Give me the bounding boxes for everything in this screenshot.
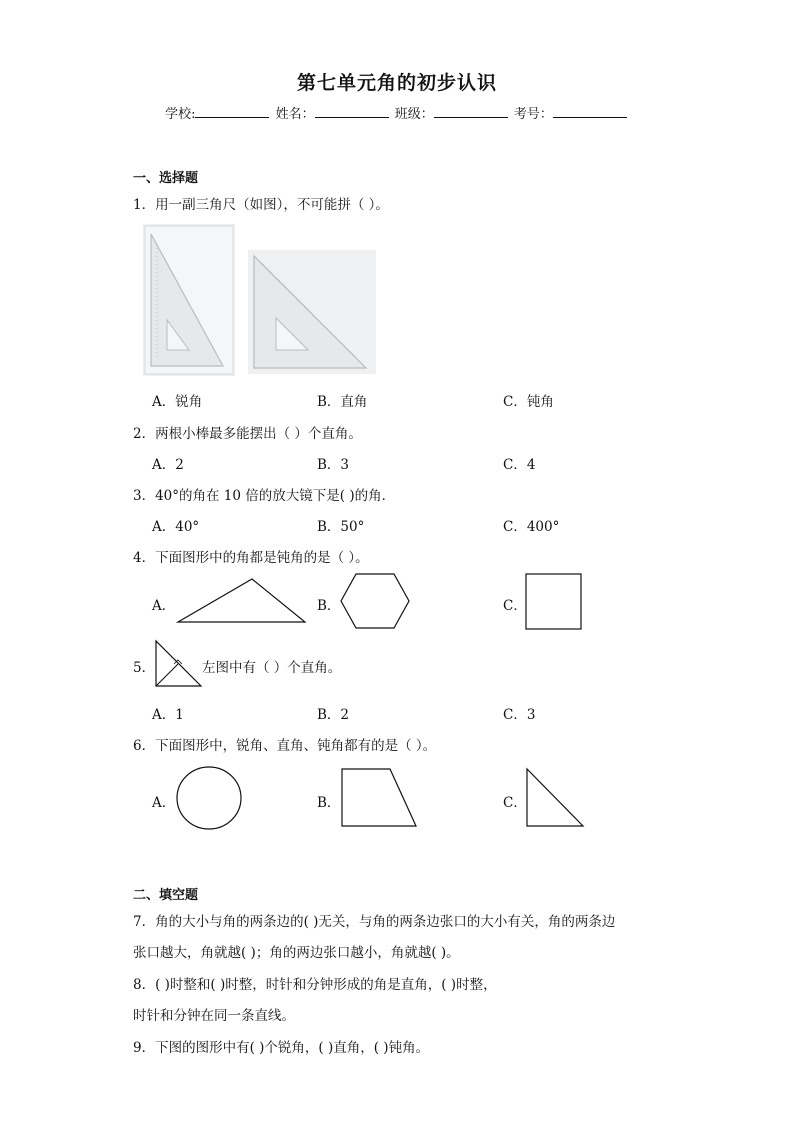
- q4-option-a[interactable]: A．: [152, 598, 176, 614]
- square-figure: [525, 573, 583, 631]
- q5-option-c[interactable]: C．3: [503, 707, 536, 723]
- page-title: 第七单元角的初步认识: [296, 72, 497, 94]
- q1-option-b[interactable]: B．直角: [317, 394, 368, 410]
- question-7-line-2: 张口越大，角就越( )；角的两边张口越小，角就越( )。: [133, 945, 460, 961]
- set-square-photo-1: [143, 224, 235, 376]
- set-square-photo-2: [248, 250, 376, 374]
- q6-option-a[interactable]: A．: [152, 795, 176, 811]
- q4-option-b[interactable]: B．: [317, 598, 341, 614]
- question-7-line-1: 7．角的大小与角的两条边的( )无关，与角的两条边张口的大小有关，角的两条边: [133, 914, 616, 930]
- question-4: 4．下面图形中的角都是钝角的是（ ）。: [133, 550, 369, 566]
- school-label: 学校:: [165, 107, 196, 122]
- hexagon-figure: [339, 572, 411, 630]
- class-blank[interactable]: [434, 105, 508, 118]
- question-5: 左图中有（ ）个直角。: [202, 660, 342, 676]
- q5-option-a[interactable]: A．1: [152, 707, 184, 723]
- trapezoid-figure: [340, 767, 420, 829]
- number-label: 考号：: [513, 107, 553, 122]
- q5-option-b[interactable]: B．2: [317, 707, 350, 723]
- right-triangle-with-altitude-figure: [154, 639, 204, 689]
- question-5-number: 5．: [133, 660, 156, 676]
- q1-option-a[interactable]: A．锐角: [152, 394, 203, 410]
- q2-option-c[interactable]: C．4: [503, 457, 536, 473]
- name-label: 姓名：: [275, 107, 315, 122]
- question-2: 2．两根小棒最多能摆出（ ）个直角。: [133, 426, 362, 442]
- question-1: 1．用一副三角尺（如图），不可能拼（ ）。: [133, 197, 389, 213]
- student-info-line: [0, 103, 794, 122]
- question-3: 3．40°的角在 10 倍的放大镜下是( )的角．: [133, 488, 396, 504]
- name-blank[interactable]: [315, 105, 389, 118]
- school-blank[interactable]: [195, 105, 269, 118]
- right-triangle-figure: [525, 767, 587, 829]
- number-blank[interactable]: [553, 105, 627, 118]
- q3-option-a[interactable]: A．40°: [152, 519, 200, 535]
- question-8-line-2: 时针和分钟在同一条直线。: [133, 1008, 295, 1024]
- q2-option-a[interactable]: A．2: [152, 457, 184, 473]
- q3-option-b[interactable]: B．50°: [317, 519, 365, 535]
- section-title-fill: 二、填空题: [133, 888, 199, 903]
- section-title-choice: 一、选择题: [133, 171, 199, 186]
- q3-option-c[interactable]: C．400°: [503, 519, 560, 535]
- q6-option-c[interactable]: C．: [503, 795, 527, 811]
- class-label: 班级：: [394, 107, 434, 122]
- circle-figure: [176, 766, 244, 832]
- q2-option-b[interactable]: B．3: [317, 457, 350, 473]
- question-6: 6．下面图形中，锐角、直角、钝角都有的是（ ）。: [133, 738, 437, 754]
- q6-option-b[interactable]: B．: [317, 795, 341, 811]
- obtuse-triangle-figure: [176, 577, 308, 625]
- q1-option-c[interactable]: C．钝角: [503, 394, 554, 410]
- question-8-line-1: 8．( )时整和( )时整，时针和分钟形成的角是直角，( )时整，: [133, 977, 497, 993]
- question-9: 9．下图的图形中有( )个锐角，( )直角，( )钝角。: [133, 1040, 430, 1056]
- q4-option-c[interactable]: C．: [503, 598, 527, 614]
